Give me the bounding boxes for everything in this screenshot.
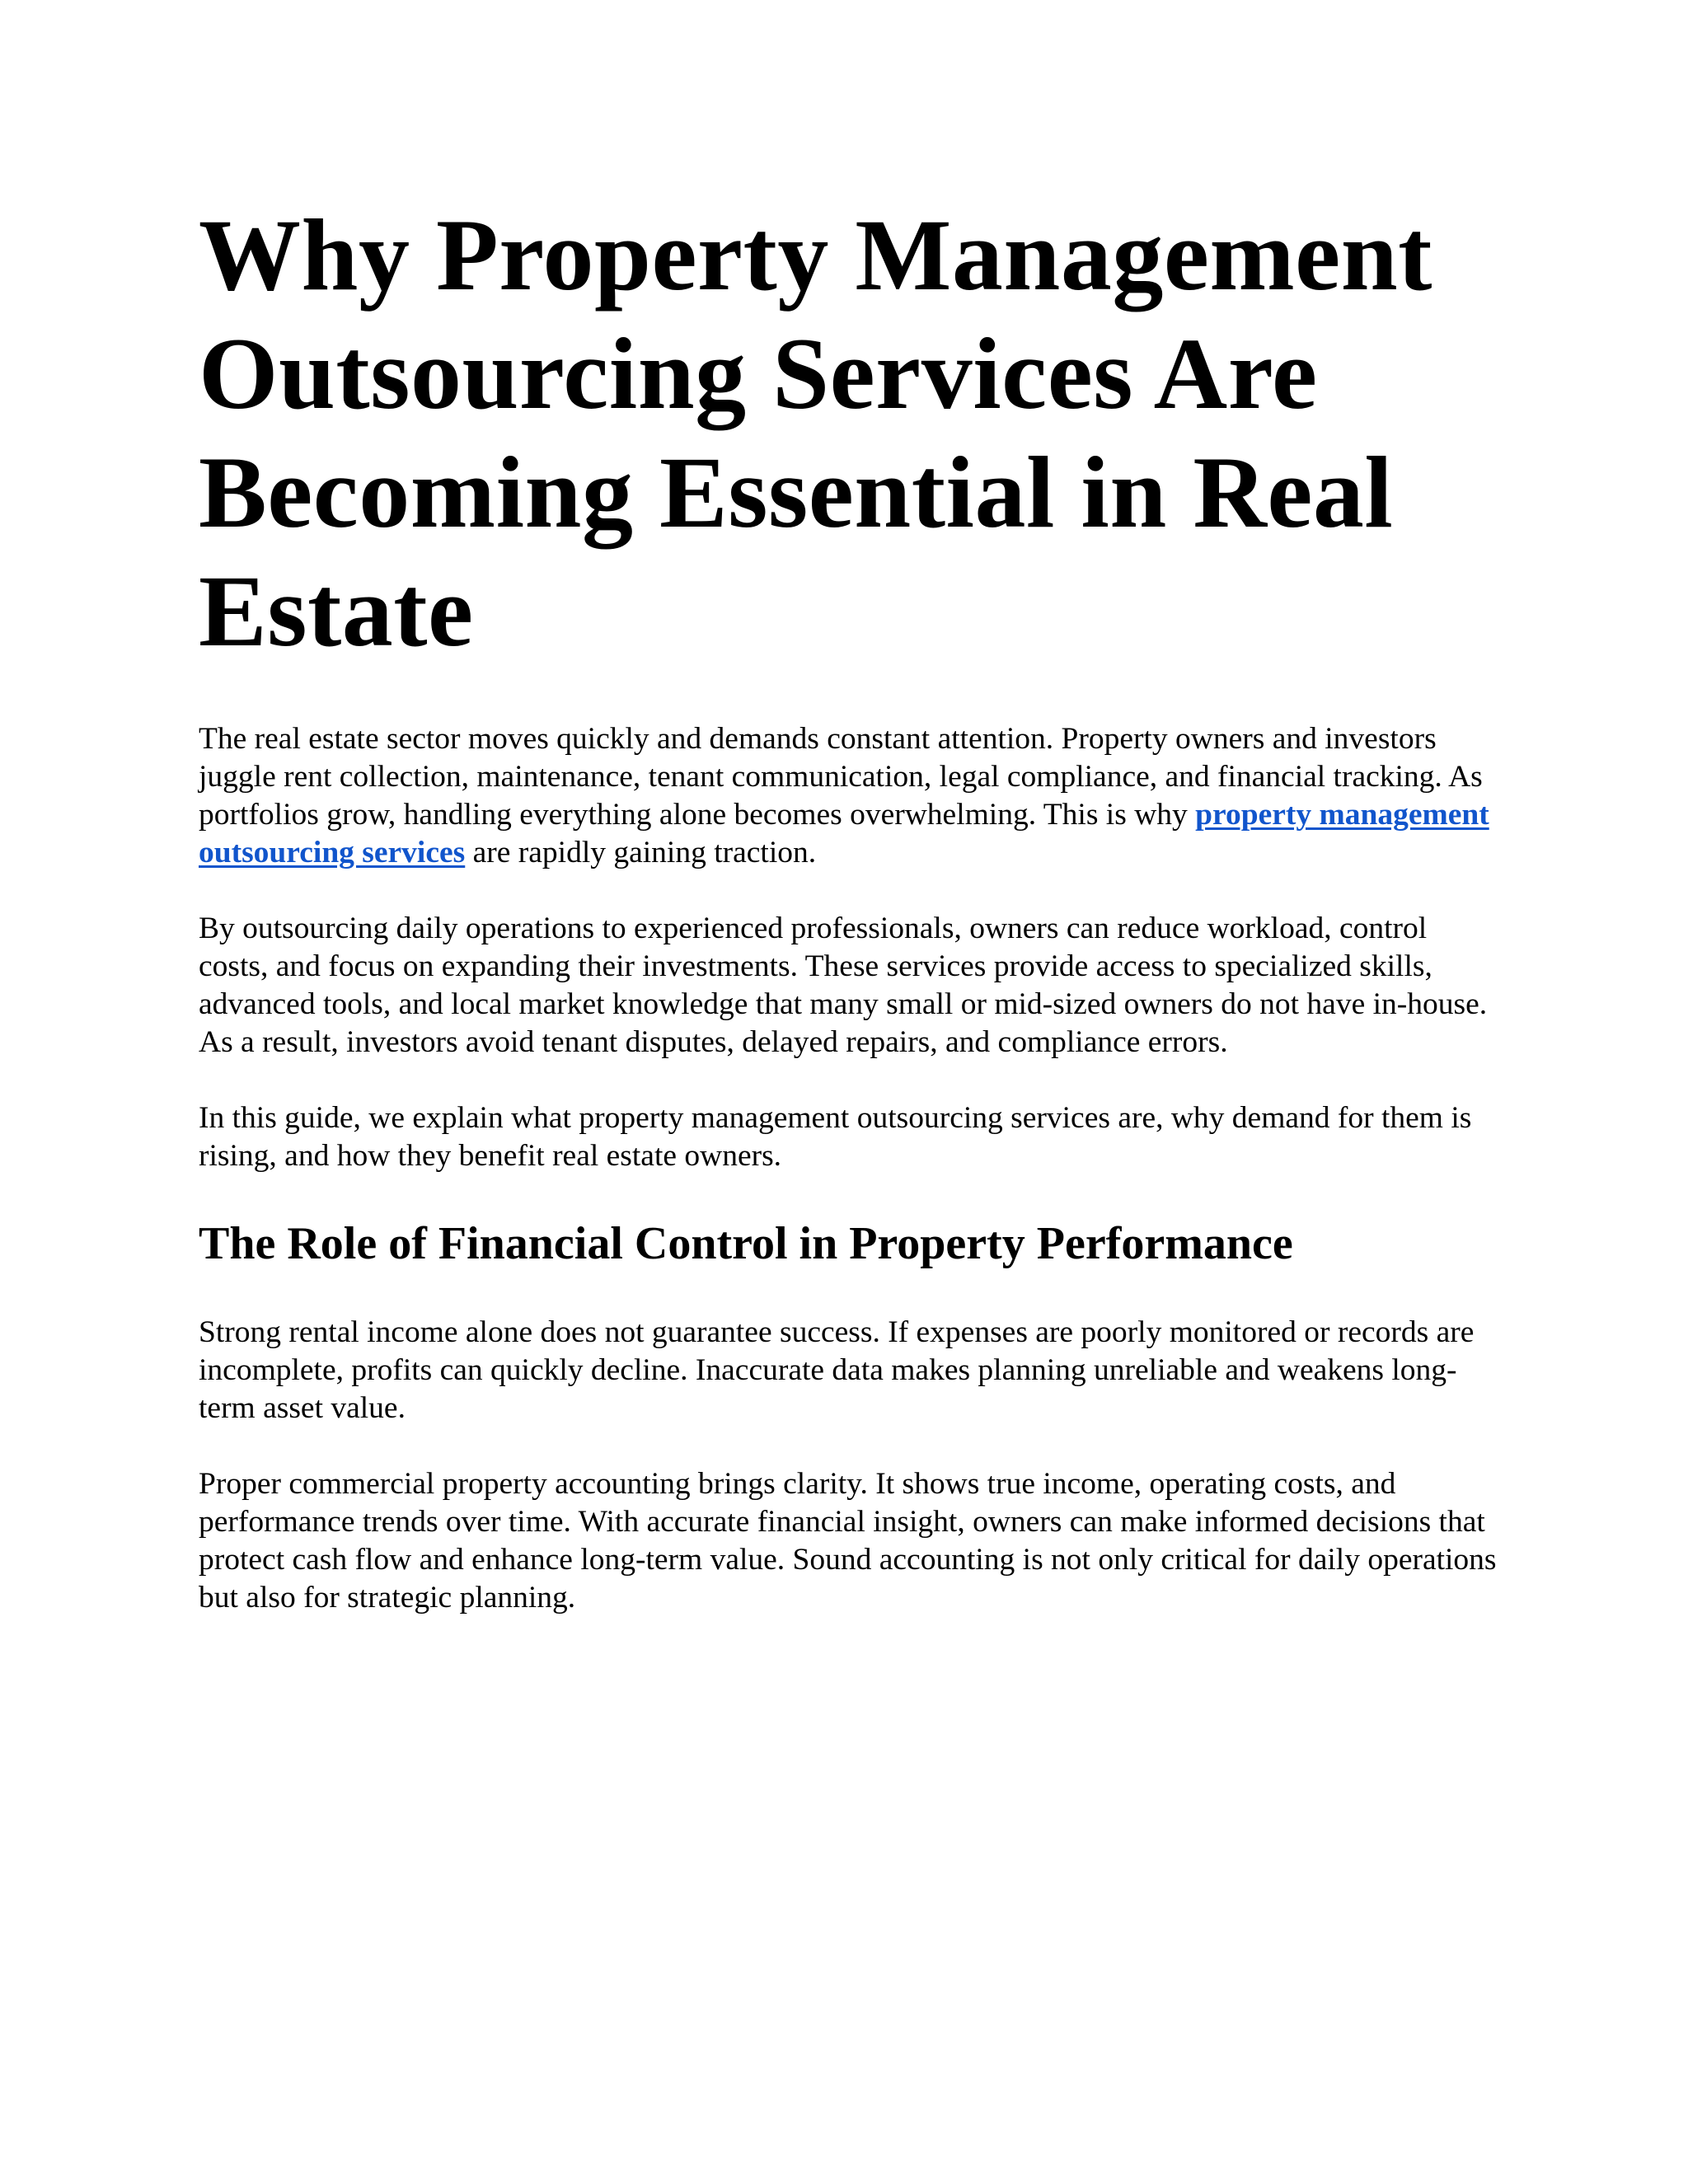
section-heading-financial-control: The Role of Financial Control in Property Performance <box>199 1218 1293 1269</box>
intro-paragraph-1-text-before: The real estate sector moves quickly and demands constant attention. Property owners and investors juggle rent collection, maintenance, tenant communication, legal compliance, and financial tracking. As portfolios grow, handling everything alone becomes overwhelming. This is why <box>199 722 1483 832</box>
intro-paragraph-1-text-after: are rapidly gaining traction. <box>465 836 817 869</box>
article-body <box>199 196 1501 1617</box>
section-paragraph-1: Strong rental income alone does not guarantee success. If expenses are poorly monitored or records are incomplete, profits can quickly decline. Inaccurate data makes planning unreliable and weakens long-term asset value. <box>199 1315 1475 1425</box>
outsourcing-services-link[interactable]: property management outsourcing services <box>199 798 1489 869</box>
intro-paragraph-1 <box>199 720 1501 872</box>
article-title: Why Property Management Outsourcing Services Are Becoming Essential in Real Estate <box>199 199 1432 668</box>
intro-paragraph-3: In this guide, we explain what property management outsourcing services are, why demand for them is rising, and how they benefit real estate owners. <box>199 1101 1472 1173</box>
intro-paragraph-2: By outsourcing daily operations to experienced professionals, owners can reduce workload, control costs, and focus on expanding their investments. These services provide access to specialized skills, advanced tools, and local market knowledge that many small or mid-sized owners do not have in-house. As a result, investors avoid tenant disputes, delayed repairs, and compliance errors. <box>199 912 1488 1059</box>
section-paragraph-2: Proper commercial property accounting brings clarity. It shows true income, operating costs, and performance trends over time. With accurate financial insight, owners can make informed decisions that protect cash flow and enhance long-term value. Sound accounting is not only critical for daily operations but also for strategic planning. <box>199 1467 1497 1615</box>
